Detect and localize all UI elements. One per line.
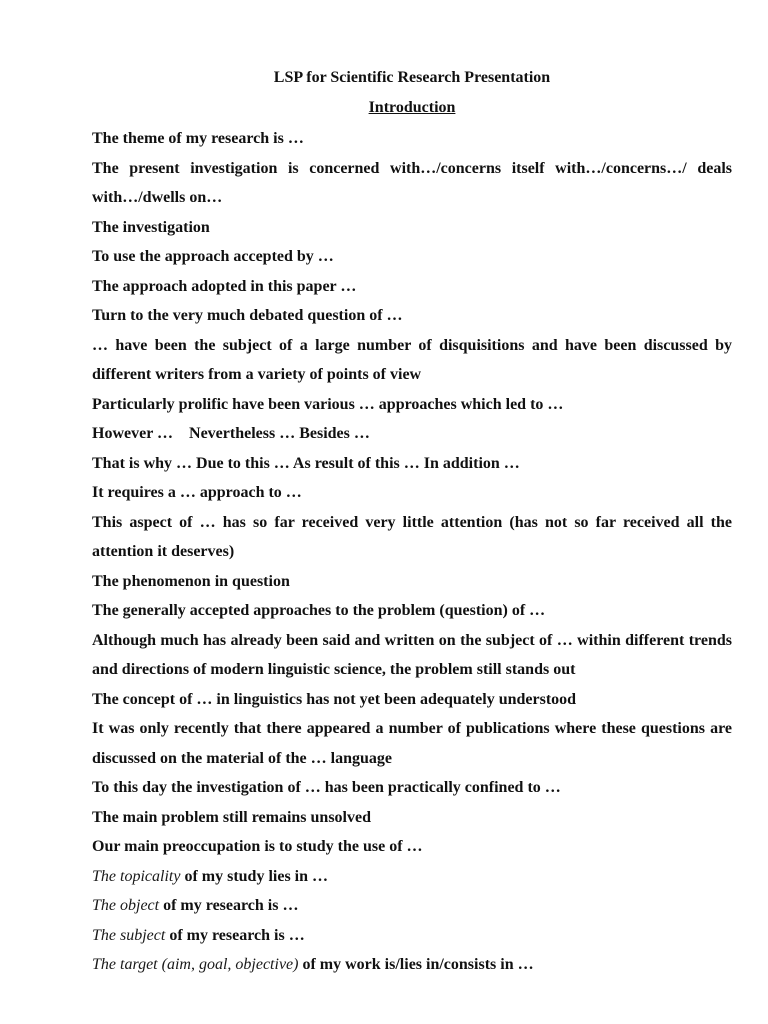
phrase-line: Although much has already been said and written on the subject of … within different trends and directions of modern linguistic science, the problem still stands out <box>92 631 732 678</box>
phrase-line: The present investigation is concerned with…/concerns itself with…/concerns…/ deals with…/dwells on… <box>92 159 732 206</box>
phrase-line: This aspect of … has so far received very little attention (has not so far received all the attention it deserves) <box>92 513 732 560</box>
phrase-line: The theme of my research is … <box>92 130 304 147</box>
phrase-line: The generally accepted approaches to the problem (question) of … <box>92 602 546 619</box>
section-heading <box>92 98 732 118</box>
phrase-line-subject <box>92 921 732 951</box>
phrase-line: That is why … Due to this … As result of this … In addition … <box>92 454 520 472</box>
phrase-line: … have been the subject of a large number of disquisitions and have been discussed by different writers from a variety of points of view <box>92 336 732 383</box>
phrase-line: The main problem still remains unsolved <box>92 808 371 826</box>
phrase-rest: of my research is … <box>159 897 299 914</box>
phrase-line: The investigation <box>92 218 210 236</box>
phrase-line: The concept of … in linguistics has not yet been adequately understood <box>92 690 577 708</box>
phrase-line: To use the approach accepted by … <box>92 248 334 265</box>
phrase-line: Particularly prolific have been various … approaches which led to … <box>92 395 564 413</box>
section-heading-text: Introduction <box>368 99 456 116</box>
phrase-line: The phenomenon in question <box>92 572 290 590</box>
italic-term: The target (aim, goal, objective) <box>92 956 299 973</box>
phrase-line: It requires a … approach to … <box>92 484 302 501</box>
phrase-line: However … Nevertheless … Besides … <box>92 425 370 442</box>
italic-term: The subject <box>92 926 166 944</box>
italic-term: The object <box>92 897 160 914</box>
phrase-line-topicality <box>92 862 732 892</box>
italic-term: The topicality <box>92 867 181 885</box>
phrase-line: The approach adopted in this paper … <box>92 277 357 295</box>
phrase-rest: of my research is … <box>165 926 305 944</box>
phrase-line: To this day the investigation of … has been practically confined to … <box>92 779 561 796</box>
phrase-line: Turn to the very much debated question of … <box>92 307 403 324</box>
phrase-list <box>92 124 732 980</box>
phrase-line: It was only recently that there appeared a number of publications where these questions are discussed on the material of the … language <box>92 720 732 767</box>
phrase-line-target <box>92 950 732 980</box>
phrase-line-object <box>92 891 732 921</box>
phrase-rest: of my work is/lies in/consists in … <box>298 956 534 973</box>
document-title: LSP for Scientific Research Presentation <box>273 69 551 86</box>
phrase-line: Our main preoccupation is to study the use of … <box>92 838 423 855</box>
phrase-rest: of my study lies in … <box>180 867 329 885</box>
